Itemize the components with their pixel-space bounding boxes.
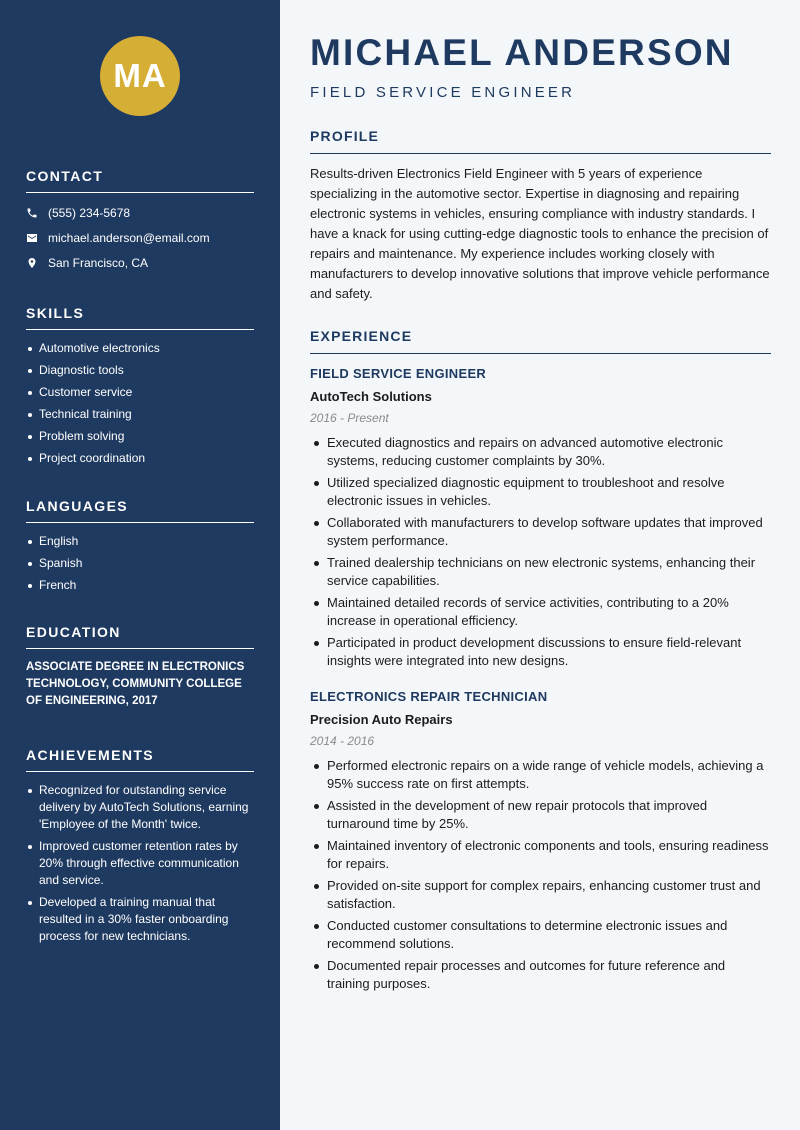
skills-heading: SKILLS — [26, 305, 254, 330]
list-item: Collaborated with manufacturers to develop software updates that improved system performance. — [310, 514, 771, 550]
job-dates: 2014 - 2016 — [310, 734, 375, 748]
list-item: Assisted in the development of new repair protocols that improved turnaround time by 25%. — [310, 797, 771, 833]
sidebar — [0, 0, 280, 1130]
email-text[interactable]: michael.anderson@email.com — [48, 231, 210, 245]
job-role: FIELD SERVICE ENGINEER — [310, 366, 487, 381]
list-item: Performed electronic repairs on a wide range of vehicle models, achieving a 95% success rate on first attempts. — [310, 757, 771, 793]
list-item: Conducted customer consultations to determine electronic issues and recommend solutions. — [310, 917, 771, 953]
job-company: AutoTech Solutions — [310, 389, 432, 404]
list-item: Customer service — [26, 384, 254, 401]
education-heading: EDUCATION — [26, 624, 254, 649]
list-item: Project coordination — [26, 450, 254, 467]
profile-text: Results-driven Electronics Field Engineer with 5 years of experience specializing in the automotive sector. Expertise in diagnosing and repairing electronic systems in vehicles, ensuring compliance with industry standards. I have a knack for using cutting-edge diagnostic tools to enhance the precision of repairs and maintenance. My experience includes working closely with manufacturers to develop innovative solutions that improve vehicle performance and safety. — [310, 166, 770, 301]
list-item: Maintained detailed records of service activities, contributing to a 20% increase in operational efficiency. — [310, 594, 771, 630]
job-entry — [310, 366, 771, 674]
candidate-name: MICHAEL ANDERSON — [310, 32, 734, 73]
achievements-heading: ACHIEVEMENTS — [26, 747, 254, 772]
achievements-section — [26, 747, 254, 950]
location-pin-icon — [26, 257, 38, 269]
contact-phone — [26, 206, 254, 220]
list-item: Executed diagnostics and repairs on advanced automotive electronic systems, reducing customer complaints by 30%. — [310, 434, 771, 470]
skills-section — [26, 305, 254, 472]
job-bullets — [310, 757, 771, 993]
contact-location — [26, 256, 254, 270]
list-item: Developed a training manual that resulted in a 30% faster onboarding process for new technicians. — [26, 894, 254, 945]
phone-text[interactable]: (555) 234-5678 — [48, 206, 131, 220]
experience-heading: EXPERIENCE — [310, 328, 771, 354]
list-item: Utilized specialized diagnostic equipment to troubleshoot and resolve electronic issues in vehicles. — [310, 474, 771, 510]
languages-heading: LANGUAGES — [26, 498, 254, 523]
skills-list — [26, 340, 254, 467]
location-text: San Francisco, CA — [48, 256, 149, 270]
list-item: Trained dealership technicians on new electronic systems, enhancing their service capabilities. — [310, 554, 771, 590]
contact-email — [26, 231, 254, 245]
mail-icon — [26, 232, 38, 244]
achievements-list — [26, 782, 254, 945]
phone-icon — [26, 207, 38, 219]
list-item: French — [26, 577, 254, 594]
list-item: Technical training — [26, 406, 254, 423]
list-item: Participated in product development discussions to ensure field-relevant insights were integrated into new designs. — [310, 634, 771, 670]
contact-section — [26, 168, 254, 270]
list-item: Spanish — [26, 555, 254, 572]
job-bullets — [310, 434, 771, 670]
languages-list — [26, 533, 254, 594]
job-company: Precision Auto Repairs — [310, 712, 453, 727]
list-item: Improved customer retention rates by 20% through effective communication and service. — [26, 838, 254, 889]
list-item: Recognized for outstanding service delivery by AutoTech Solutions, earning 'Employee of the Month' twice. — [26, 782, 254, 833]
list-item: Provided on-site support for complex repairs, enhancing customer trust and satisfaction. — [310, 877, 771, 913]
avatar: MA — [100, 36, 180, 116]
education-section — [26, 624, 254, 710]
list-item: Automotive electronics — [26, 340, 254, 357]
list-item: Diagnostic tools — [26, 362, 254, 379]
job-dates: 2016 - Present — [310, 411, 389, 425]
languages-section — [26, 498, 254, 599]
education-entry: ASSOCIATE DEGREE IN ELECTRONICS TECHNOLOGY, COMMUNITY COLLEGE OF ENGINEERING, 2017 — [26, 661, 245, 707]
contact-heading: CONTACT — [26, 168, 254, 193]
list-item: English — [26, 533, 254, 550]
list-item: Problem solving — [26, 428, 254, 445]
list-item: Maintained inventory of electronic components and tools, ensuring readiness for repairs. — [310, 837, 771, 873]
list-item: Documented repair processes and outcomes for future reference and training purposes. — [310, 957, 771, 993]
profile-heading: PROFILE — [310, 128, 771, 154]
job-entry — [310, 689, 771, 997]
job-role: ELECTRONICS REPAIR TECHNICIAN — [310, 689, 548, 704]
candidate-title: FIELD SERVICE ENGINEER — [310, 84, 576, 101]
